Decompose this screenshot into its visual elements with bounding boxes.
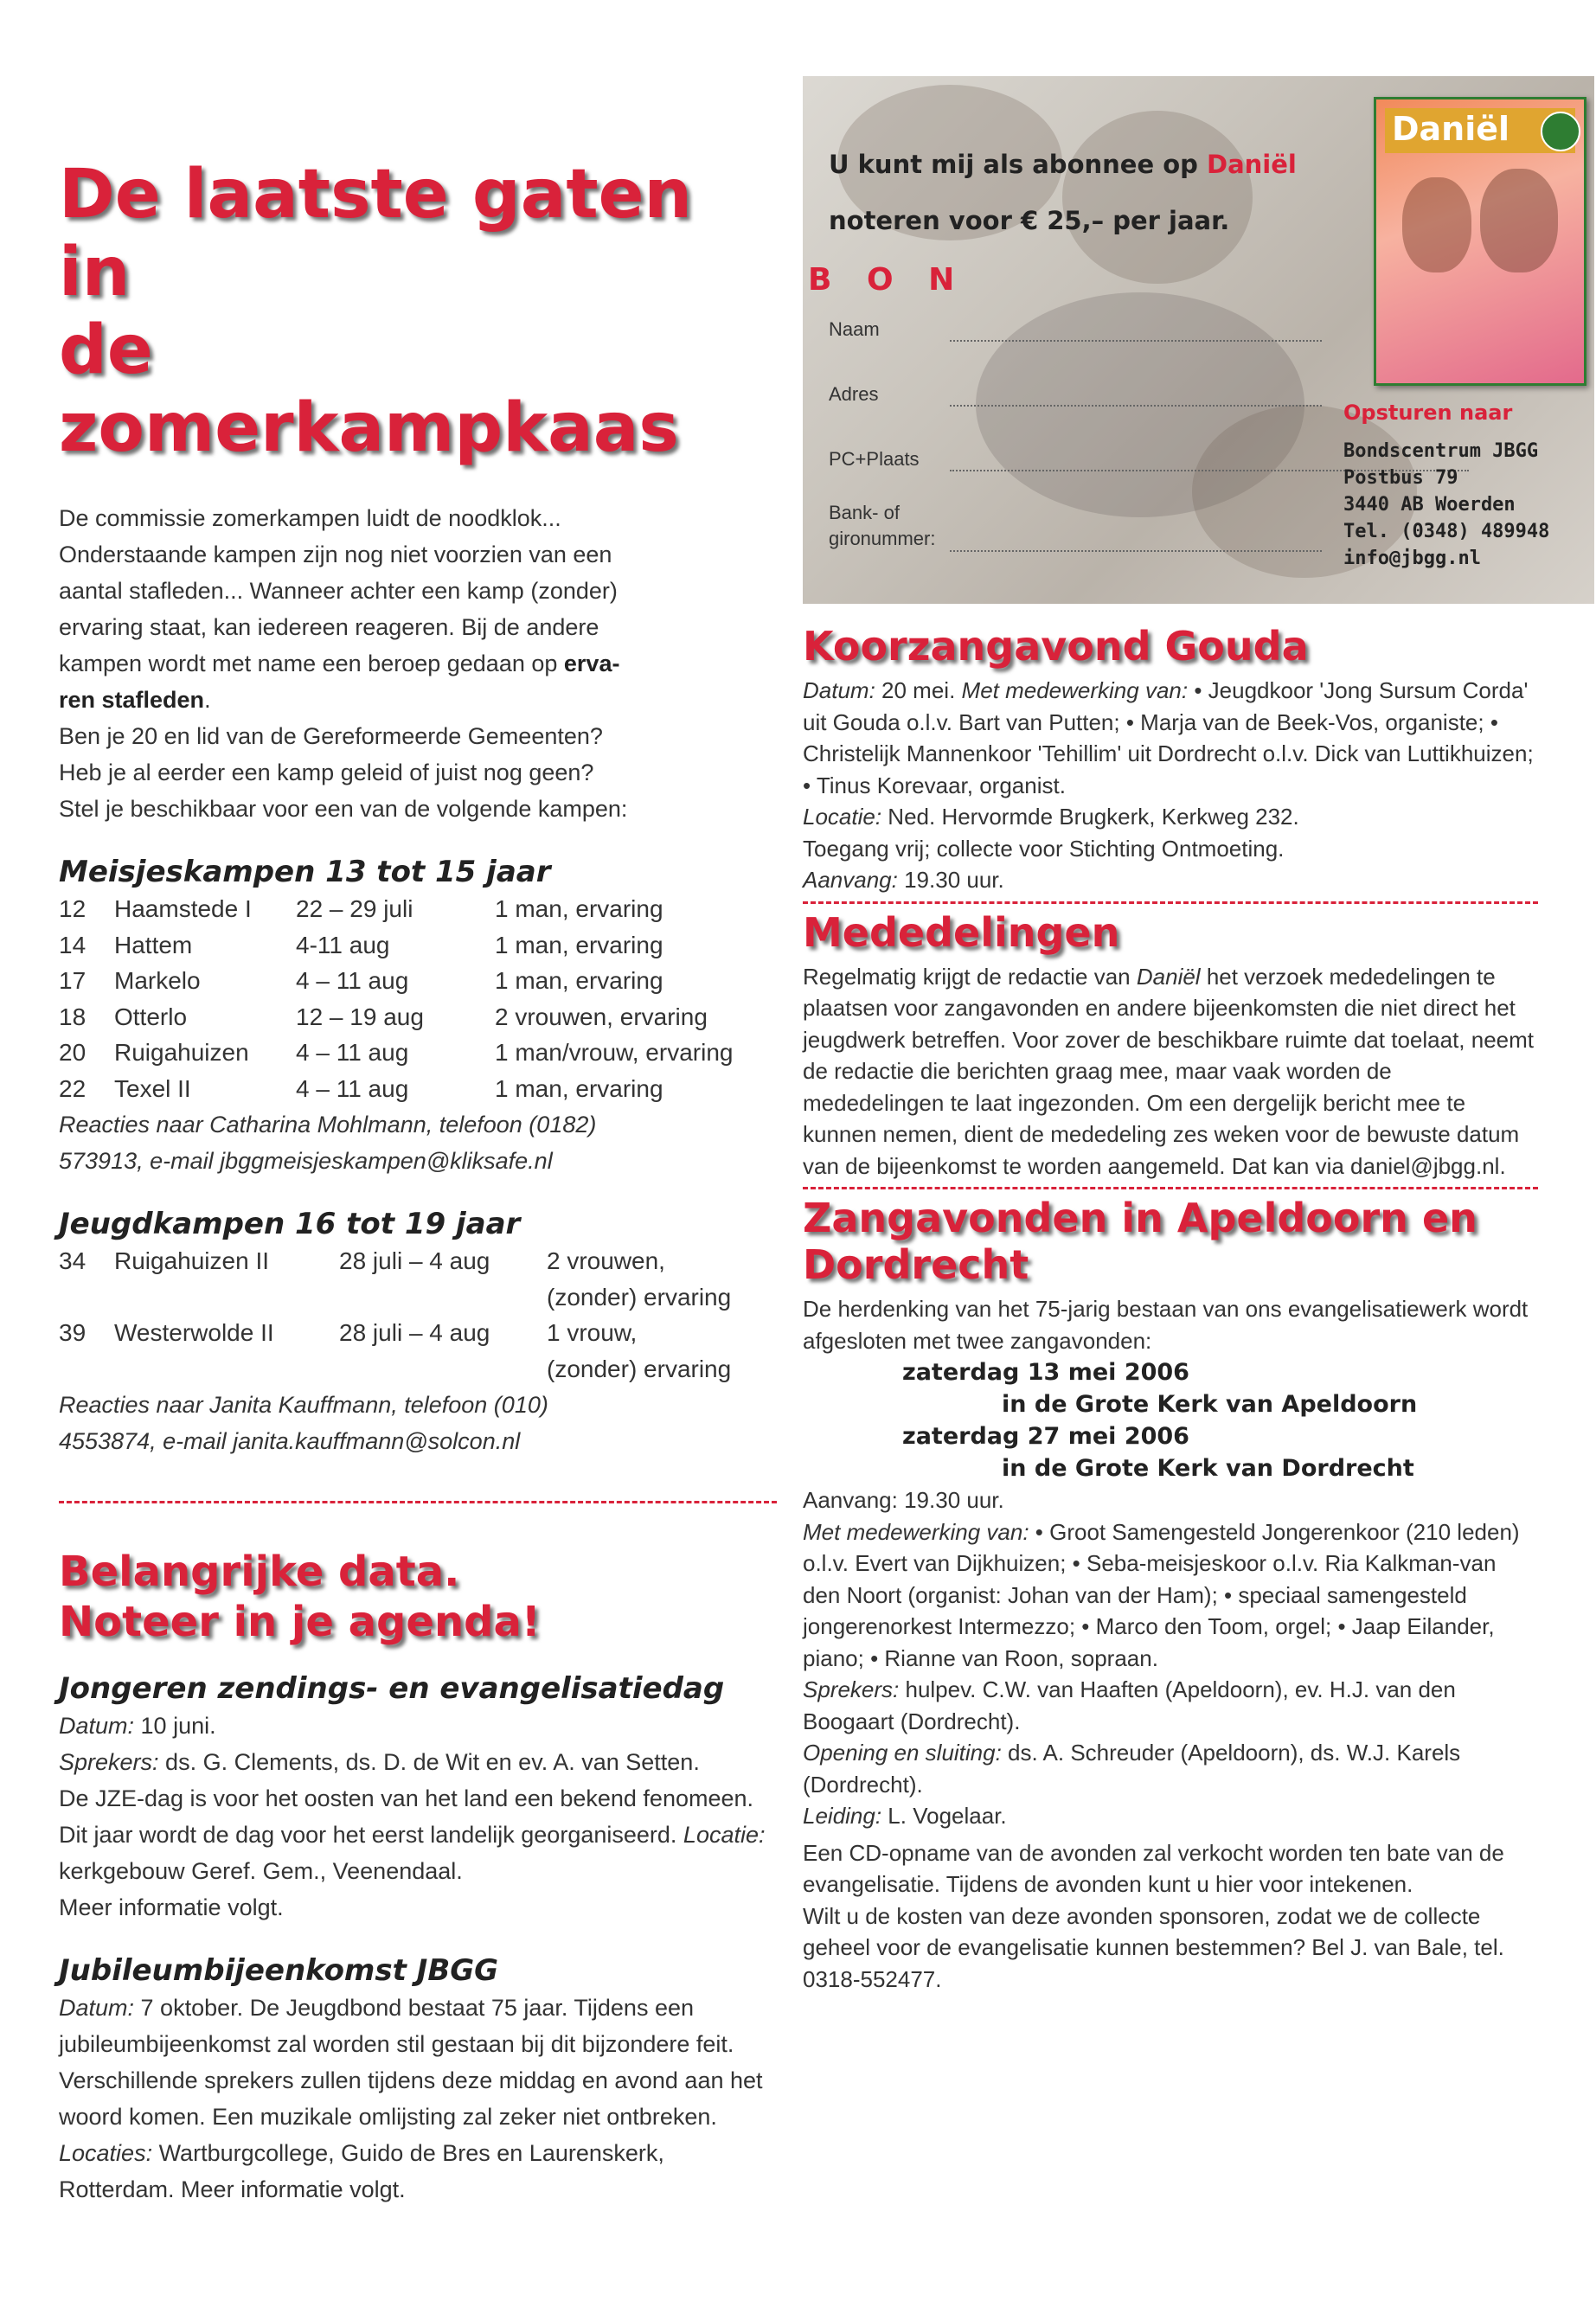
intro-text xyxy=(59,500,777,827)
right-column xyxy=(803,623,1538,1995)
intro-line: ren stafleden. xyxy=(59,687,211,713)
coupon-offer-line1: U kunt mij als abonnee op Daniël xyxy=(829,150,1297,179)
jeugd-contact: Reacties naar Janita Kauffmann, telefoon (010) xyxy=(59,1392,548,1418)
divider xyxy=(803,901,1538,904)
intro-line: Stel je beschikbaar voor een van de volgende kampen: xyxy=(59,796,628,822)
main-title-line2: de zomerkampkaas xyxy=(59,311,679,467)
table-row: 34 Ruigahuizen II 28 juli – 4 aug 2 vrouwen, xyxy=(59,1247,665,1274)
cover-title: Daniël xyxy=(1392,110,1510,148)
intro-line: ervaring staat, kan iedereen reageren. Bij de andere xyxy=(59,614,599,640)
name-field-label: Naam xyxy=(829,318,880,340)
jeugdkampen-heading: Jeugdkampen 16 tot 19 jaar xyxy=(59,1207,521,1241)
bank-field-label: Bank- of xyxy=(829,502,900,523)
jze-section: Jongeren zendings- en evangelisatiedag Datum: 10 juni. Sprekers: ds. G. Clements, ds. D. de Wit en ev. A. van Setten. De JZE-dag is voor het oosten van het land een bekend fenomeen. Dit jaar wordt de dag voor het eerst landelijk georganiseerd. Locatie: kerkgebouw Geref. Gem., Veenendaal. Meer informatie volgt. xyxy=(59,1670,777,1926)
table-row: 18 Otterlo 12 – 19 aug 2 vrouwen, ervaring xyxy=(59,1003,708,1030)
table-row: 12 Haamstede I 22 – 29 juli 1 man, ervaring xyxy=(59,895,663,922)
main-title-line1: De laatste gaten in xyxy=(59,156,693,311)
intro-line: Onderstaande kampen zijn nog niet voorzien van een xyxy=(59,542,612,567)
cover-photo-shape xyxy=(1402,177,1471,272)
name-field-line[interactable] xyxy=(950,340,1322,342)
meisjes-contact: 573913, e-mail jbggmeisjeskampen@kliksafe.nl xyxy=(59,1148,553,1174)
belangrijke-data-title: Belangrijke data. Noteer in je agenda! xyxy=(59,1548,541,1646)
photo-shape xyxy=(1062,111,1253,284)
address-field-label: Adres xyxy=(829,383,879,405)
bon-label: B O N xyxy=(808,262,967,298)
address-block: Bondscentrum JBGG Postbus 79 3440 AB Woerden Tel. (0348) 489948 info@jbgg.nl xyxy=(1343,440,1550,569)
postcode-field-label: PC+Plaats xyxy=(829,448,920,470)
jeugdkampen-section xyxy=(59,1205,777,1459)
mededelingen-title: Mededelingen xyxy=(803,908,1120,956)
main-title xyxy=(59,156,777,467)
jeugd-contact: 4553874, e-mail janita.kauffmann@solcon.nl xyxy=(59,1428,521,1454)
magazine-cover xyxy=(1374,97,1586,386)
coupon-offer-line2: noteren voor € 25,– per jaar. xyxy=(829,206,1230,235)
intro-line: De commissie zomerkampen luidt de noodklok... xyxy=(59,505,561,531)
intro-line: Ben je 20 en lid van de Gereformeerde Gemeenten? xyxy=(59,723,603,749)
giro-field-label: gironummer: xyxy=(829,528,936,549)
jeugdkampen-table xyxy=(59,1243,777,1387)
table-row: 14 Hattem 4-11 aug 1 man, ervaring xyxy=(59,931,663,958)
badge-icon xyxy=(1541,112,1580,151)
table-row: 22 Texel II 4 – 11 aug 1 man, ervaring xyxy=(59,1074,663,1102)
subscription-coupon xyxy=(803,76,1594,604)
meisjes-contact: Reacties naar Catharina Mohlmann, telefoon (0182) xyxy=(59,1112,597,1138)
intro-line: Heb je al eerder een kamp geleid of juist nog geen? xyxy=(59,760,594,785)
zangavonden-title: Zangavonden in Apeldoorn en Dordrecht xyxy=(803,1195,1477,1288)
meisjeskampen-section xyxy=(59,853,777,1179)
address-field-line[interactable] xyxy=(950,405,1322,407)
table-row: (zonder) ervaring xyxy=(547,1355,732,1382)
left-column xyxy=(59,156,777,2208)
cover-photo-shape xyxy=(1480,169,1558,272)
meisjeskampen-table xyxy=(59,891,777,1106)
divider xyxy=(59,1501,777,1503)
table-row: 20 Ruigahuizen 4 – 11 aug 1 man/vrouw, ervaring xyxy=(59,1039,734,1066)
mededelingen-section: Regelmatig krijgt de redactie van Daniël het verzoek mededelingen te plaatsen voor zangavonden en andere bijeenkomsten die niet direct het jeugdwerk betreffen. Voor zover de beschikbare ruimte dat toelaat, neemt de redactie die berichten graag mee, maar vaak worden de mededelingen te laat ingezonden. Om een dergelijk bericht mee te kunnen nemen, dient de mededeling zes weken voor de bewuste datum van de bijeenkomst te worden aangemeld. Dat kan via daniel@jbgg.nl. xyxy=(803,963,1535,1179)
intro-line: kampen wordt met name een beroep gedaan op erva- xyxy=(59,651,620,676)
jubileum-heading: Jubileumbijeenkomst JBGG xyxy=(59,1953,499,1988)
jze-heading: Jongeren zendings- en evangelisatiedag xyxy=(59,1671,725,1706)
meisjeskampen-heading: Meisjeskampen 13 tot 15 jaar xyxy=(59,855,551,889)
bold-text: erva- xyxy=(563,651,620,676)
table-row: 39 Westerwolde II 28 juli – 4 aug 1 vrouw, xyxy=(59,1319,638,1346)
bold-text: ren stafleden xyxy=(59,687,205,713)
intro-line: aantal stafleden... Wanneer achter een kamp (zonder) xyxy=(59,578,618,604)
table-row: (zonder) ervaring xyxy=(547,1283,732,1311)
bank-field-line[interactable] xyxy=(950,550,1322,552)
send-label: Opsturen naar xyxy=(1343,401,1513,425)
jubileum-section: Jubileumbijeenkomst JBGG Datum: 7 oktober. De Jeugdbond bestaat 75 jaar. Tijdens een jubileumbijeenkomst zal worden stil gestaan bij dit bijzondere feit. Verschillende sprekers zullen tijdens deze middag en avond aan het woord komen. Een muzikale omlijsting zal zeker niet ontbreken. Locaties: Wartburgcollege, Guido de Bres en Laurenskerk, Rotterdam. Meer informatie volgt. xyxy=(59,1952,777,2208)
koorzang-title: Koorzangavond Gouda xyxy=(803,623,1309,670)
divider xyxy=(803,1187,1538,1189)
zangavonden-section: De herdenking van het 75-jarig bestaan van ons evangelisatiewerk wordt afgesloten met twee zangavonden: zaterdag 13 mei 2006 in de Grote Kerk van Apeldoorn zaterdag 27 mei 2006 in de Grote Kerk van Dordrecht Aanvang: 19.30 uur. Met medewerking van: • Groot Samengesteld Jongerenkoor (210 leden) o.l.v. Evert van Dijkhuizen; • Seba-meisjeskoor o.l.v. Ria Kalkman-van den Noort (organist: Johan van der Ham); • speciaal samengesteld jongerenorkest Intermezzo; • Marco den Toom, orgel; • Jaap Eilander, piano; • Rianne van Roon, sopraan. Sprekers: hulpev. C.W. van Haaften (Apeldoorn), ev. H.J. van den Boogaart (Dordrecht). Opening en sluiting: ds. A. Schreuder (Apeldoorn), ds. W.J. Karels (Dordrecht). Leiding: L. Vogelaar. Een CD-opname van de avonden zal verkocht worden ten bate van de evangelisatie. Tijdens de avonden kunt u hier voor intekenen. Wilt u de kosten van deze avonden sponsoren, zodat we de collecte geheel voor de evangelisatie kunnen bestemmen? Bel J. van Bale, tel. 0318-552477. xyxy=(803,1296,1529,1992)
koorzang-section: Datum: 20 mei. Met medewerking van: • Jeugdkoor 'Jong Sursum Corda' uit Gouda o.l.v. Bart van Putten; • Marja van de Beek-Vos, organiste; • Christelijk Mannenkoor 'Tehillim' uit Dordrecht o.l.v. Dick van Luttikhuizen; • Tinus Korevaar, organist. Locatie: Ned. Hervormde Brugkerk, Kerkweg 232. Toegang vrij; collecte voor Stichting Ontmoeting. Aanvang: 19.30 uur. xyxy=(803,677,1534,893)
table-row: 17 Markelo 4 – 11 aug 1 man, ervaring xyxy=(59,967,663,994)
